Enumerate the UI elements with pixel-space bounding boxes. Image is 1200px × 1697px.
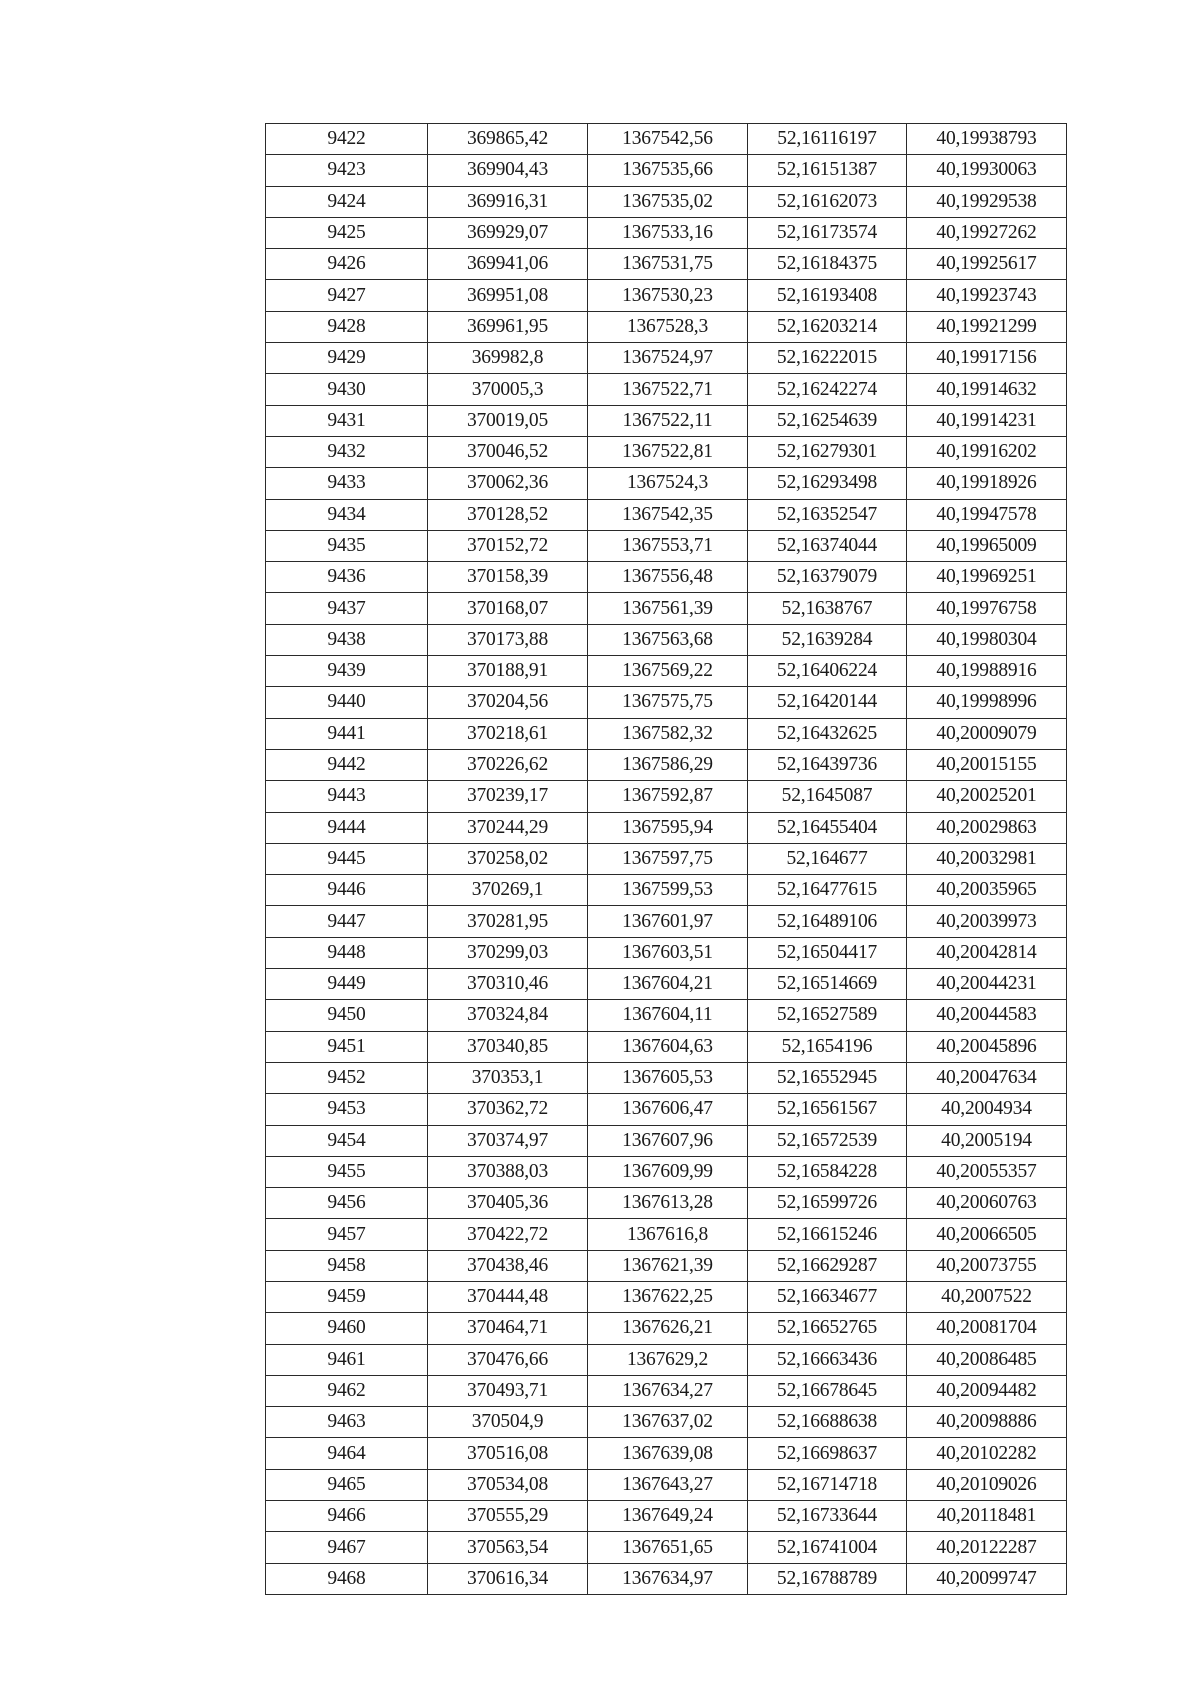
x-coordinate-cell: 370062,36 <box>428 468 588 499</box>
point-number-cell: 9465 <box>266 1469 428 1500</box>
point-number-cell: 9455 <box>266 1156 428 1187</box>
coordinates-table-body <box>266 124 1067 1595</box>
point-number-cell: 9443 <box>266 781 428 812</box>
longitude-cell: 40,20066505 <box>907 1219 1067 1250</box>
longitude-cell: 40,19930063 <box>907 155 1067 186</box>
longitude-cell: 40,19965009 <box>907 530 1067 561</box>
longitude-cell: 40,19923743 <box>907 280 1067 311</box>
longitude-cell: 40,20045896 <box>907 1031 1067 1062</box>
table-row <box>266 906 1067 937</box>
x-coordinate-cell: 369916,31 <box>428 186 588 217</box>
y-coordinate-cell: 1367556,48 <box>588 562 748 593</box>
table-row <box>266 1532 1067 1563</box>
table-row <box>266 155 1067 186</box>
longitude-cell: 40,19938793 <box>907 124 1067 155</box>
point-number-cell: 9456 <box>266 1188 428 1219</box>
y-coordinate-cell: 1367582,32 <box>588 718 748 749</box>
point-number-cell: 9457 <box>266 1219 428 1250</box>
latitude-cell: 52,16477615 <box>748 875 907 906</box>
longitude-cell: 40,20102282 <box>907 1438 1067 1469</box>
longitude-cell: 40,19918926 <box>907 468 1067 499</box>
point-number-cell: 9423 <box>266 155 428 186</box>
y-coordinate-cell: 1367535,02 <box>588 186 748 217</box>
longitude-cell: 40,19917156 <box>907 343 1067 374</box>
x-coordinate-cell: 369929,07 <box>428 217 588 248</box>
latitude-cell: 52,16733644 <box>748 1501 907 1532</box>
longitude-cell: 40,20044583 <box>907 1000 1067 1031</box>
y-coordinate-cell: 1367601,97 <box>588 906 748 937</box>
longitude-cell: 40,19914632 <box>907 374 1067 405</box>
point-number-cell: 9428 <box>266 311 428 342</box>
table-row <box>266 1344 1067 1375</box>
longitude-cell: 40,19914231 <box>907 405 1067 436</box>
latitude-cell: 52,16572539 <box>748 1125 907 1156</box>
x-coordinate-cell: 370005,3 <box>428 374 588 405</box>
y-coordinate-cell: 1367626,21 <box>588 1313 748 1344</box>
x-coordinate-cell: 370152,72 <box>428 530 588 561</box>
longitude-cell: 40,20055357 <box>907 1156 1067 1187</box>
latitude-cell: 52,16663436 <box>748 1344 907 1375</box>
table-row <box>266 562 1067 593</box>
longitude-cell: 40,20029863 <box>907 812 1067 843</box>
y-coordinate-cell: 1367643,27 <box>588 1469 748 1500</box>
latitude-cell: 52,16374044 <box>748 530 907 561</box>
point-number-cell: 9445 <box>266 843 428 874</box>
longitude-cell: 40,20094482 <box>907 1375 1067 1406</box>
point-number-cell: 9442 <box>266 749 428 780</box>
y-coordinate-cell: 1367613,28 <box>588 1188 748 1219</box>
table-row <box>266 1501 1067 1532</box>
latitude-cell: 52,16193408 <box>748 280 907 311</box>
latitude-cell: 52,16688638 <box>748 1407 907 1438</box>
table-row <box>266 624 1067 655</box>
point-number-cell: 9466 <box>266 1501 428 1532</box>
x-coordinate-cell: 370188,91 <box>428 656 588 687</box>
x-coordinate-cell: 370362,72 <box>428 1094 588 1125</box>
point-number-cell: 9435 <box>266 530 428 561</box>
latitude-cell: 52,16293498 <box>748 468 907 499</box>
latitude-cell: 52,16222015 <box>748 343 907 374</box>
latitude-cell: 52,1654196 <box>748 1031 907 1062</box>
latitude-cell: 52,16279301 <box>748 436 907 467</box>
longitude-cell: 40,20060763 <box>907 1188 1067 1219</box>
latitude-cell: 52,1639284 <box>748 624 907 655</box>
table-row <box>266 1438 1067 1469</box>
x-coordinate-cell: 370476,66 <box>428 1344 588 1375</box>
x-coordinate-cell: 370438,46 <box>428 1250 588 1281</box>
x-coordinate-cell: 370504,9 <box>428 1407 588 1438</box>
x-coordinate-cell: 370324,84 <box>428 1000 588 1031</box>
table-row <box>266 812 1067 843</box>
table-row <box>266 875 1067 906</box>
point-number-cell: 9429 <box>266 343 428 374</box>
latitude-cell: 52,16615246 <box>748 1219 907 1250</box>
latitude-cell: 52,16242274 <box>748 374 907 405</box>
x-coordinate-cell: 370534,08 <box>428 1469 588 1500</box>
latitude-cell: 52,16788789 <box>748 1563 907 1594</box>
y-coordinate-cell: 1367528,3 <box>588 311 748 342</box>
point-number-cell: 9436 <box>266 562 428 593</box>
point-number-cell: 9449 <box>266 969 428 1000</box>
y-coordinate-cell: 1367603,51 <box>588 937 748 968</box>
y-coordinate-cell: 1367634,27 <box>588 1375 748 1406</box>
latitude-cell: 52,16173574 <box>748 217 907 248</box>
longitude-cell: 40,20098886 <box>907 1407 1067 1438</box>
longitude-cell: 40,20042814 <box>907 937 1067 968</box>
y-coordinate-cell: 1367597,75 <box>588 843 748 874</box>
point-number-cell: 9433 <box>266 468 428 499</box>
y-coordinate-cell: 1367524,97 <box>588 343 748 374</box>
latitude-cell: 52,16203214 <box>748 311 907 342</box>
point-number-cell: 9438 <box>266 624 428 655</box>
table-row <box>266 1000 1067 1031</box>
latitude-cell: 52,16629287 <box>748 1250 907 1281</box>
x-coordinate-cell: 370218,61 <box>428 718 588 749</box>
x-coordinate-cell: 369982,8 <box>428 343 588 374</box>
table-row <box>266 781 1067 812</box>
y-coordinate-cell: 1367629,2 <box>588 1344 748 1375</box>
point-number-cell: 9441 <box>266 718 428 749</box>
longitude-cell: 40,20122287 <box>907 1532 1067 1563</box>
x-coordinate-cell: 370422,72 <box>428 1219 588 1250</box>
y-coordinate-cell: 1367606,47 <box>588 1094 748 1125</box>
latitude-cell: 52,16634677 <box>748 1281 907 1312</box>
table-row <box>266 124 1067 155</box>
latitude-cell: 52,1638767 <box>748 593 907 624</box>
longitude-cell: 40,20044231 <box>907 969 1067 1000</box>
y-coordinate-cell: 1367542,56 <box>588 124 748 155</box>
y-coordinate-cell: 1367634,97 <box>588 1563 748 1594</box>
latitude-cell: 52,16678645 <box>748 1375 907 1406</box>
point-number-cell: 9468 <box>266 1563 428 1594</box>
point-number-cell: 9424 <box>266 186 428 217</box>
table-row <box>266 374 1067 405</box>
x-coordinate-cell: 370464,71 <box>428 1313 588 1344</box>
y-coordinate-cell: 1367563,68 <box>588 624 748 655</box>
longitude-cell: 40,19976758 <box>907 593 1067 624</box>
table-row <box>266 1188 1067 1219</box>
point-number-cell: 9426 <box>266 249 428 280</box>
y-coordinate-cell: 1367605,53 <box>588 1062 748 1093</box>
point-number-cell: 9430 <box>266 374 428 405</box>
point-number-cell: 9450 <box>266 1000 428 1031</box>
y-coordinate-cell: 1367575,75 <box>588 687 748 718</box>
table-row <box>266 1156 1067 1187</box>
y-coordinate-cell: 1367609,99 <box>588 1156 748 1187</box>
latitude-cell: 52,164677 <box>748 843 907 874</box>
point-number-cell: 9444 <box>266 812 428 843</box>
longitude-cell: 40,2005194 <box>907 1125 1067 1156</box>
point-number-cell: 9462 <box>266 1375 428 1406</box>
table-row <box>266 530 1067 561</box>
y-coordinate-cell: 1367599,53 <box>588 875 748 906</box>
point-number-cell: 9440 <box>266 687 428 718</box>
latitude-cell: 52,16599726 <box>748 1188 907 1219</box>
y-coordinate-cell: 1367651,65 <box>588 1532 748 1563</box>
longitude-cell: 40,19921299 <box>907 311 1067 342</box>
point-number-cell: 9461 <box>266 1344 428 1375</box>
table-row <box>266 217 1067 248</box>
table-row <box>266 436 1067 467</box>
y-coordinate-cell: 1367604,63 <box>588 1031 748 1062</box>
x-coordinate-cell: 369961,95 <box>428 311 588 342</box>
table-row <box>266 311 1067 342</box>
y-coordinate-cell: 1367533,16 <box>588 217 748 248</box>
longitude-cell: 40,20086485 <box>907 1344 1067 1375</box>
latitude-cell: 52,16352547 <box>748 499 907 530</box>
x-coordinate-cell: 370204,56 <box>428 687 588 718</box>
table-row <box>266 718 1067 749</box>
longitude-cell: 40,19925617 <box>907 249 1067 280</box>
table-row <box>266 749 1067 780</box>
longitude-cell: 40,20081704 <box>907 1313 1067 1344</box>
x-coordinate-cell: 370173,88 <box>428 624 588 655</box>
point-number-cell: 9452 <box>266 1062 428 1093</box>
table-row <box>266 1281 1067 1312</box>
latitude-cell: 52,16698637 <box>748 1438 907 1469</box>
table-row <box>266 1250 1067 1281</box>
latitude-cell: 52,16561567 <box>748 1094 907 1125</box>
x-coordinate-cell: 370269,1 <box>428 875 588 906</box>
y-coordinate-cell: 1367622,25 <box>588 1281 748 1312</box>
table-row <box>266 1125 1067 1156</box>
table-row <box>266 1469 1067 1500</box>
x-coordinate-cell: 370244,29 <box>428 812 588 843</box>
latitude-cell: 52,16489106 <box>748 906 907 937</box>
point-number-cell: 9451 <box>266 1031 428 1062</box>
latitude-cell: 52,16514669 <box>748 969 907 1000</box>
table-row <box>266 1563 1067 1594</box>
x-coordinate-cell: 370405,36 <box>428 1188 588 1219</box>
x-coordinate-cell: 370310,46 <box>428 969 588 1000</box>
x-coordinate-cell: 369904,43 <box>428 155 588 186</box>
point-number-cell: 9467 <box>266 1532 428 1563</box>
x-coordinate-cell: 370239,17 <box>428 781 588 812</box>
longitude-cell: 40,2004934 <box>907 1094 1067 1125</box>
point-number-cell: 9459 <box>266 1281 428 1312</box>
x-coordinate-cell: 370019,05 <box>428 405 588 436</box>
x-coordinate-cell: 370281,95 <box>428 906 588 937</box>
y-coordinate-cell: 1367522,81 <box>588 436 748 467</box>
x-coordinate-cell: 370168,07 <box>428 593 588 624</box>
latitude-cell: 52,16714718 <box>748 1469 907 1500</box>
longitude-cell: 40,19947578 <box>907 499 1067 530</box>
longitude-cell: 40,19929538 <box>907 186 1067 217</box>
latitude-cell: 52,16741004 <box>748 1532 907 1563</box>
x-coordinate-cell: 370158,39 <box>428 562 588 593</box>
point-number-cell: 9446 <box>266 875 428 906</box>
point-number-cell: 9453 <box>266 1094 428 1125</box>
latitude-cell: 52,16652765 <box>748 1313 907 1344</box>
y-coordinate-cell: 1367616,8 <box>588 1219 748 1250</box>
x-coordinate-cell: 369951,08 <box>428 280 588 311</box>
table-row <box>266 937 1067 968</box>
table-row <box>266 499 1067 530</box>
x-coordinate-cell: 370555,29 <box>428 1501 588 1532</box>
longitude-cell: 40,19998996 <box>907 687 1067 718</box>
y-coordinate-cell: 1367531,75 <box>588 249 748 280</box>
point-number-cell: 9454 <box>266 1125 428 1156</box>
point-number-cell: 9425 <box>266 217 428 248</box>
table-row <box>266 593 1067 624</box>
point-number-cell: 9463 <box>266 1407 428 1438</box>
longitude-cell: 40,19980304 <box>907 624 1067 655</box>
x-coordinate-cell: 370226,62 <box>428 749 588 780</box>
x-coordinate-cell: 370563,54 <box>428 1532 588 1563</box>
latitude-cell: 52,16184375 <box>748 249 907 280</box>
latitude-cell: 52,16379079 <box>748 562 907 593</box>
longitude-cell: 40,19969251 <box>907 562 1067 593</box>
y-coordinate-cell: 1367595,94 <box>588 812 748 843</box>
y-coordinate-cell: 1367639,08 <box>588 1438 748 1469</box>
x-coordinate-cell: 370374,97 <box>428 1125 588 1156</box>
longitude-cell: 40,20073755 <box>907 1250 1067 1281</box>
y-coordinate-cell: 1367530,23 <box>588 280 748 311</box>
y-coordinate-cell: 1367592,87 <box>588 781 748 812</box>
table-row <box>266 656 1067 687</box>
longitude-cell: 40,20039973 <box>907 906 1067 937</box>
longitude-cell: 40,20099747 <box>907 1563 1067 1594</box>
table-row <box>266 843 1067 874</box>
x-coordinate-cell: 370616,34 <box>428 1563 588 1594</box>
x-coordinate-cell: 369865,42 <box>428 124 588 155</box>
longitude-cell: 40,20025201 <box>907 781 1067 812</box>
longitude-cell: 40,20109026 <box>907 1469 1067 1500</box>
latitude-cell: 52,1645087 <box>748 781 907 812</box>
y-coordinate-cell: 1367561,39 <box>588 593 748 624</box>
table-row <box>266 1219 1067 1250</box>
y-coordinate-cell: 1367569,22 <box>588 656 748 687</box>
table-row <box>266 1094 1067 1125</box>
y-coordinate-cell: 1367621,39 <box>588 1250 748 1281</box>
latitude-cell: 52,16406224 <box>748 656 907 687</box>
y-coordinate-cell: 1367637,02 <box>588 1407 748 1438</box>
y-coordinate-cell: 1367542,35 <box>588 499 748 530</box>
point-number-cell: 9437 <box>266 593 428 624</box>
point-number-cell: 9464 <box>266 1438 428 1469</box>
longitude-cell: 40,20118481 <box>907 1501 1067 1532</box>
latitude-cell: 52,16504417 <box>748 937 907 968</box>
longitude-cell: 40,19927262 <box>907 217 1067 248</box>
table-row <box>266 1407 1067 1438</box>
table-row <box>266 1062 1067 1093</box>
y-coordinate-cell: 1367522,11 <box>588 405 748 436</box>
point-number-cell: 9460 <box>266 1313 428 1344</box>
latitude-cell: 52,16151387 <box>748 155 907 186</box>
table-row <box>266 280 1067 311</box>
latitude-cell: 52,16552945 <box>748 1062 907 1093</box>
latitude-cell: 52,16527589 <box>748 1000 907 1031</box>
longitude-cell: 40,19988916 <box>907 656 1067 687</box>
point-number-cell: 9434 <box>266 499 428 530</box>
table-row <box>266 405 1067 436</box>
latitude-cell: 52,16455404 <box>748 812 907 843</box>
y-coordinate-cell: 1367649,24 <box>588 1501 748 1532</box>
coordinates-table <box>265 123 1067 1595</box>
latitude-cell: 52,16116197 <box>748 124 907 155</box>
x-coordinate-cell: 370258,02 <box>428 843 588 874</box>
latitude-cell: 52,16254639 <box>748 405 907 436</box>
x-coordinate-cell: 370299,03 <box>428 937 588 968</box>
y-coordinate-cell: 1367553,71 <box>588 530 748 561</box>
y-coordinate-cell: 1367524,3 <box>588 468 748 499</box>
y-coordinate-cell: 1367535,66 <box>588 155 748 186</box>
x-coordinate-cell: 370353,1 <box>428 1062 588 1093</box>
latitude-cell: 52,16432625 <box>748 718 907 749</box>
x-coordinate-cell: 370444,48 <box>428 1281 588 1312</box>
point-number-cell: 9447 <box>266 906 428 937</box>
longitude-cell: 40,20047634 <box>907 1062 1067 1093</box>
table-row <box>266 969 1067 1000</box>
table-row <box>266 1031 1067 1062</box>
x-coordinate-cell: 370046,52 <box>428 436 588 467</box>
longitude-cell: 40,19916202 <box>907 436 1067 467</box>
point-number-cell: 9458 <box>266 1250 428 1281</box>
table-row <box>266 687 1067 718</box>
point-number-cell: 9432 <box>266 436 428 467</box>
y-coordinate-cell: 1367586,29 <box>588 749 748 780</box>
longitude-cell: 40,20009079 <box>907 718 1067 749</box>
x-coordinate-cell: 370493,71 <box>428 1375 588 1406</box>
latitude-cell: 52,16439736 <box>748 749 907 780</box>
latitude-cell: 52,16162073 <box>748 186 907 217</box>
table-row <box>266 343 1067 374</box>
table-row <box>266 186 1067 217</box>
latitude-cell: 52,16584228 <box>748 1156 907 1187</box>
longitude-cell: 40,20032981 <box>907 843 1067 874</box>
table-row <box>266 249 1067 280</box>
longitude-cell: 40,2007522 <box>907 1281 1067 1312</box>
point-number-cell: 9439 <box>266 656 428 687</box>
longitude-cell: 40,20015155 <box>907 749 1067 780</box>
y-coordinate-cell: 1367604,11 <box>588 1000 748 1031</box>
table-row <box>266 1375 1067 1406</box>
point-number-cell: 9427 <box>266 280 428 311</box>
longitude-cell: 40,20035965 <box>907 875 1067 906</box>
point-number-cell: 9422 <box>266 124 428 155</box>
table-row <box>266 468 1067 499</box>
point-number-cell: 9431 <box>266 405 428 436</box>
y-coordinate-cell: 1367604,21 <box>588 969 748 1000</box>
y-coordinate-cell: 1367607,96 <box>588 1125 748 1156</box>
y-coordinate-cell: 1367522,71 <box>588 374 748 405</box>
latitude-cell: 52,16420144 <box>748 687 907 718</box>
x-coordinate-cell: 370388,03 <box>428 1156 588 1187</box>
x-coordinate-cell: 370340,85 <box>428 1031 588 1062</box>
point-number-cell: 9448 <box>266 937 428 968</box>
x-coordinate-cell: 370516,08 <box>428 1438 588 1469</box>
x-coordinate-cell: 370128,52 <box>428 499 588 530</box>
x-coordinate-cell: 369941,06 <box>428 249 588 280</box>
table-row <box>266 1313 1067 1344</box>
